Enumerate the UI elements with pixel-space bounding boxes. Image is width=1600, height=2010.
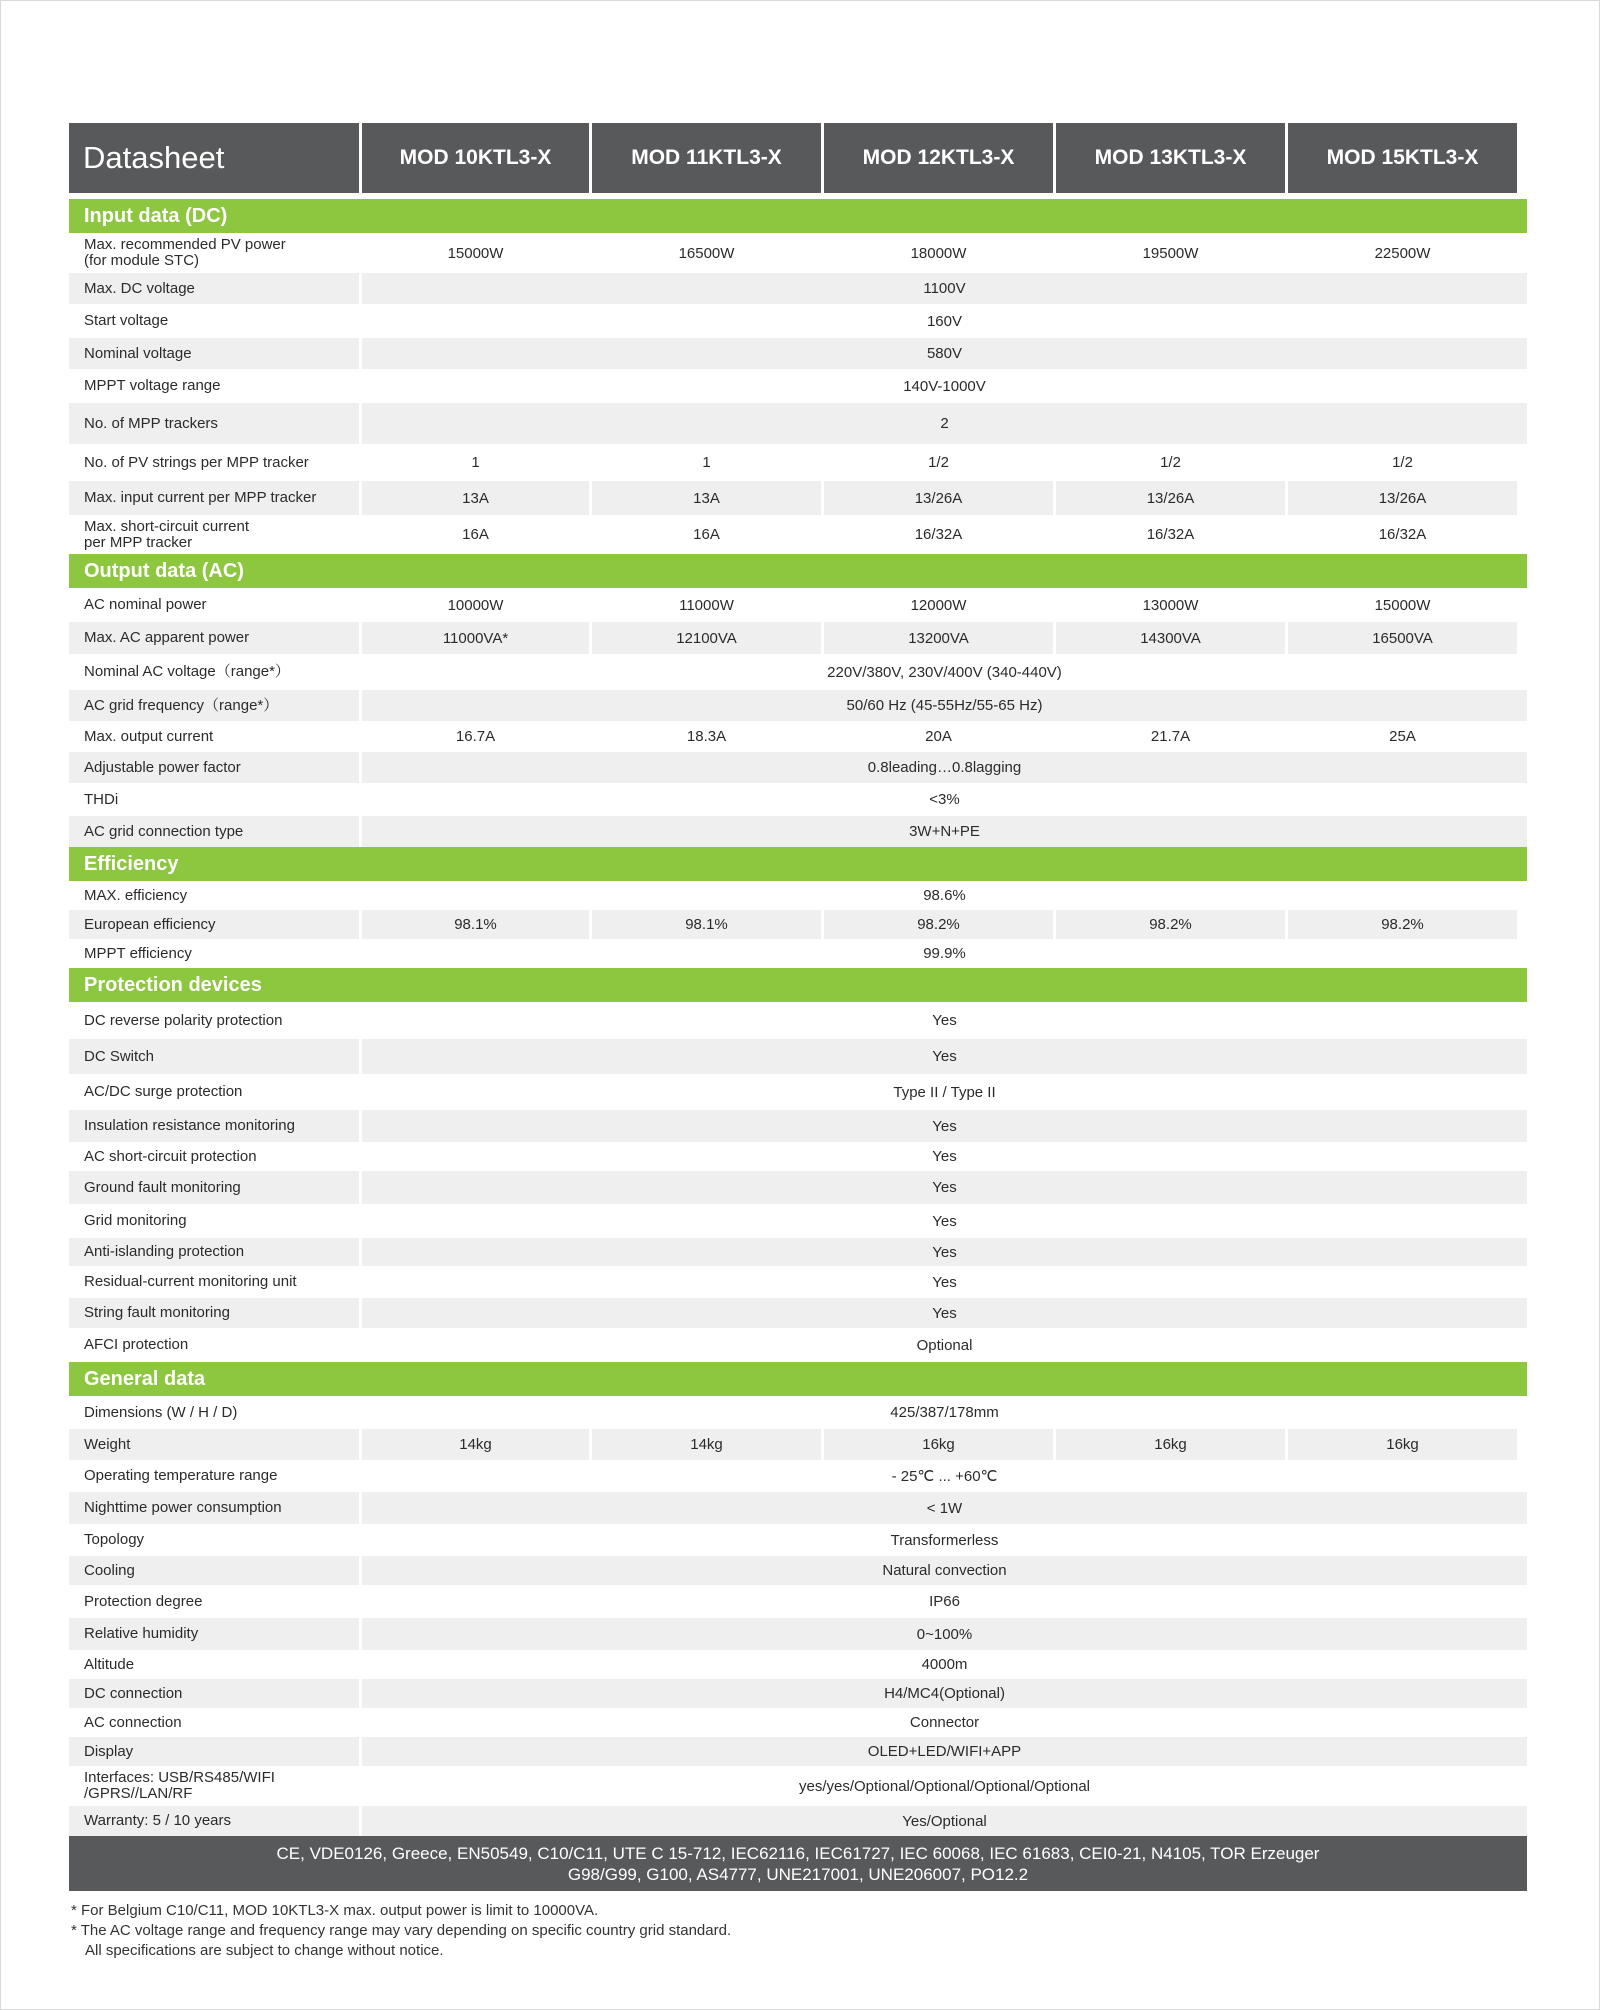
datasheet-title: Datasheet (69, 123, 359, 193)
row-label: Ground fault monitoring (69, 1171, 359, 1204)
section-header: Input data (DC) (69, 199, 1527, 233)
row-value: 0~100% (362, 1618, 1527, 1650)
row-value: 18.3A (686, 728, 727, 745)
table-row (69, 1142, 1527, 1171)
table-row (69, 1766, 1527, 1806)
row-value: 16500VA (1288, 622, 1517, 654)
row-value: 50/60 Hz (45-55Hz/55-65 Hz) (362, 690, 1527, 721)
section-header: General data (69, 1362, 1527, 1396)
table-row (69, 1298, 1527, 1328)
footnote-grid-range: * The AC voltage range and frequency range may vary depending on specific country grid standard. (71, 1922, 732, 1939)
row-label: Topology (84, 1531, 145, 1548)
row-label: MPPT efficiency (84, 944, 192, 962)
footnotes (69, 1901, 1527, 1961)
table-row (69, 910, 1527, 939)
table-row (69, 444, 1527, 481)
row-value: 19500W (1142, 244, 1199, 262)
row-value: 1/2 (1160, 454, 1181, 471)
row-label: AC connection (84, 1713, 182, 1731)
row-value: 13/26A (824, 481, 1053, 515)
row-label: String fault monitoring (69, 1298, 359, 1328)
row-label: AC/DC surge protection (84, 1083, 243, 1100)
row-value: 16A (693, 526, 720, 543)
row-value: 11000VA* (362, 622, 589, 654)
row-value: 20A (925, 728, 952, 745)
table-row (69, 1074, 1527, 1110)
row-label: MAX. efficiency (84, 886, 188, 904)
table-row (69, 1524, 1527, 1556)
row-value: 13/26A (1288, 481, 1517, 515)
row-value: 98.6% (923, 887, 966, 904)
row-value: 98.1% (362, 910, 589, 939)
row-value: 98.2% (1288, 910, 1517, 939)
row-value: 16/32A (1146, 526, 1195, 543)
table-row (69, 1806, 1527, 1836)
table-row (69, 1171, 1527, 1204)
table-row (69, 622, 1527, 654)
row-value: Transformerless (890, 1531, 999, 1549)
model-header-12k: MOD 12KTL3-X (824, 123, 1053, 193)
row-label: AC nominal power (84, 596, 207, 613)
row-value: Natural convection (362, 1556, 1527, 1585)
section-header: Efficiency (69, 847, 1527, 881)
row-label: THDi (84, 790, 119, 808)
table-header (69, 123, 1527, 193)
row-value: 16500W (678, 244, 735, 262)
row-value: 16kg (1056, 1429, 1285, 1460)
model-header-15k: MOD 15KTL3-X (1288, 123, 1517, 193)
row-label: Interfaces: USB/RS485/WIFI /GPRS//LAN/RF (84, 1769, 275, 1802)
row-value: 425/387/178mm (890, 1404, 999, 1421)
row-value: Connector (909, 1714, 980, 1731)
row-label: No. of MPP trackers (69, 403, 359, 444)
table-row (69, 588, 1527, 622)
table-row (69, 369, 1527, 403)
row-label: Nominal AC voltage（range*） (84, 663, 290, 680)
row-value: 21.7A (1150, 728, 1191, 745)
footnote-disclaimer: All specifications are subject to change without notice. (85, 1942, 444, 1959)
table-row (69, 403, 1527, 444)
row-value: 1 (471, 454, 480, 471)
row-value: 1/2 (1392, 454, 1413, 471)
table-row (69, 1492, 1527, 1524)
table-row (69, 654, 1527, 690)
row-value: 13A (362, 481, 589, 515)
table-row (69, 939, 1527, 968)
table-row (69, 1679, 1527, 1708)
row-value: Yes (932, 1273, 957, 1291)
row-value: 10000W (447, 596, 504, 614)
row-value: 220V/380V, 230V/400V (340-440V) (827, 663, 1062, 681)
row-value: 13/26A (1056, 481, 1285, 515)
datasheet-table (69, 123, 1527, 1961)
row-value: 12100VA (592, 622, 821, 654)
table-row (69, 233, 1527, 273)
row-value: 14300VA (1056, 622, 1285, 654)
row-value: 98.1% (592, 910, 821, 939)
row-value: Yes (362, 1238, 1527, 1266)
table-row (69, 1460, 1527, 1492)
row-value: <3% (929, 791, 960, 808)
footnote-belgium: * For Belgium C10/C11, MOD 10KTL3-X max. output power is limit to 10000VA. (71, 1902, 599, 1919)
table-row (69, 1238, 1527, 1266)
row-label: AC short-circuit protection (84, 1147, 257, 1165)
row-label: Residual-current monitoring unit (84, 1273, 297, 1290)
row-value: 16kg (824, 1429, 1053, 1460)
row-value: 98.2% (824, 910, 1053, 939)
row-label: Nominal voltage (69, 338, 359, 369)
row-label: Weight (69, 1429, 359, 1460)
row-value: 11000W (679, 596, 734, 614)
row-label: Warranty: 5 / 10 years (69, 1806, 359, 1836)
row-value: Type II / Type II (893, 1083, 996, 1101)
row-value: Yes (362, 1039, 1527, 1074)
table-row (69, 690, 1527, 721)
table-row (69, 1110, 1527, 1142)
row-label: DC reverse polarity protection (84, 1011, 283, 1029)
row-label: Cooling (69, 1556, 359, 1585)
table-row (69, 1039, 1527, 1074)
row-value: Yes (362, 1171, 1527, 1204)
table-row (69, 752, 1527, 783)
model-header-13k: MOD 13KTL3-X (1056, 123, 1285, 193)
row-value: Yes (932, 1212, 957, 1230)
row-value: 580V (362, 338, 1527, 369)
row-value: - 25℃ ... +60℃ (891, 1468, 998, 1485)
row-label: European efficiency (69, 910, 359, 939)
row-value: 16A (462, 526, 489, 543)
table-row (69, 338, 1527, 369)
row-value: 14kg (592, 1429, 821, 1460)
row-label: Adjustable power factor (69, 752, 359, 783)
table-row (69, 1708, 1527, 1737)
row-value: 13000W (1142, 596, 1199, 614)
row-value: 16.7A (455, 728, 496, 745)
row-value: 98.2% (1056, 910, 1285, 939)
row-value: 13A (592, 481, 821, 515)
table-row (69, 515, 1527, 554)
table-row (69, 1328, 1527, 1362)
row-label: Max. short-circuit current per MPP tracker (84, 517, 250, 551)
row-value: IP66 (929, 1593, 960, 1610)
table-row (69, 1266, 1527, 1298)
row-value: 1/2 (928, 454, 949, 471)
certifications-line-1: CE, VDE0126, Greece, EN50549, C10/C11, UTE C 15-712, IEC62116, IEC61727, IEC 60068, IEC 61683, CEI0-21, N4105, TOR Erzeuger (276, 1844, 1320, 1863)
row-value: 2 (362, 403, 1527, 444)
row-label: Max. recommended PV power (for module STC) (84, 236, 286, 269)
table-row (69, 783, 1527, 816)
table-row (69, 273, 1527, 304)
row-value: 0.8leading…0.8lagging (362, 752, 1527, 783)
table-row (69, 1650, 1527, 1679)
row-value: Yes (362, 1110, 1527, 1142)
row-value: OLED+LED/WIFI+APP (362, 1737, 1527, 1766)
row-value: 18000W (910, 244, 967, 262)
row-label: AC grid connection type (69, 816, 359, 847)
row-label: Relative humidity (69, 1618, 359, 1650)
row-value: Optional (916, 1336, 973, 1354)
row-value: H4/MC4(Optional) (362, 1679, 1527, 1708)
row-value: 99.9% (923, 945, 966, 962)
row-label: AC grid frequency（range*） (69, 690, 359, 721)
table-row (69, 1002, 1527, 1039)
table-row (69, 481, 1527, 515)
row-label: No. of PV strings per MPP tracker (84, 453, 309, 471)
row-label: MPPT voltage range (84, 377, 221, 394)
row-value: 1 (702, 454, 711, 471)
row-label: Protection degree (84, 1592, 203, 1610)
model-header-10k: MOD 10KTL3-X (362, 123, 589, 193)
row-label: Insulation resistance monitoring (69, 1110, 359, 1142)
table-row (69, 1737, 1527, 1766)
row-label: Max. input current per MPP tracker (69, 481, 359, 515)
row-value: 16/32A (914, 526, 963, 543)
table-row (69, 1204, 1527, 1238)
row-value: 160V (926, 312, 963, 330)
row-value: 16/32A (1378, 526, 1427, 543)
row-value: 3W+N+PE (362, 816, 1527, 847)
row-label: AFCI protection (84, 1336, 189, 1353)
row-label: Start voltage (84, 312, 169, 329)
row-value: Yes (362, 1298, 1527, 1328)
row-value: Yes (932, 1148, 957, 1165)
table-row (69, 881, 1527, 910)
row-value: 15000W (1374, 596, 1431, 614)
row-value: 16kg (1288, 1429, 1517, 1460)
row-value: Yes (932, 1012, 957, 1029)
row-label: Altitude (84, 1655, 135, 1673)
row-label: Grid monitoring (84, 1212, 187, 1229)
row-value: 4000m (921, 1656, 968, 1673)
table-row (69, 816, 1527, 847)
table-row (69, 1556, 1527, 1585)
row-label: Display (69, 1737, 359, 1766)
row-label: DC connection (69, 1679, 359, 1708)
certifications-line-2: G98/G99, G100, AS4777, UNE217001, UNE206007, PO12.2 (567, 1865, 1029, 1884)
row-value: Yes/Optional (362, 1806, 1527, 1836)
row-label: DC Switch (69, 1039, 359, 1074)
section-header: Protection devices (69, 968, 1527, 1002)
row-value: 1100V (362, 273, 1527, 304)
table-row (69, 1396, 1527, 1429)
row-value: 140V-1000V (903, 377, 986, 395)
row-value: 14kg (362, 1429, 589, 1460)
certifications-bar (69, 1836, 1527, 1891)
table-row (69, 304, 1527, 338)
row-value: yes/yes/Optional/Optional/Optional/Optional (799, 1777, 1090, 1795)
table-row (69, 1618, 1527, 1650)
table-row (69, 1429, 1527, 1460)
section-header: Output data (AC) (69, 554, 1527, 588)
row-value: 13200VA (824, 622, 1053, 654)
row-label: Max. AC apparent power (69, 622, 359, 654)
model-header-11k: MOD 11KTL3-X (592, 123, 821, 193)
row-label: Anti-islanding protection (69, 1238, 359, 1266)
row-value: < 1W (362, 1492, 1527, 1524)
row-label: Dimensions (W / H / D) (84, 1403, 238, 1421)
table-row (69, 1585, 1527, 1618)
table-body (69, 199, 1527, 1836)
row-label: Max. DC voltage (69, 273, 359, 304)
table-row (69, 721, 1527, 752)
row-label: Max. output current (84, 727, 214, 745)
row-label: Operating temperature range (84, 1467, 278, 1484)
row-value: 22500W (1374, 244, 1431, 262)
row-value: 15000W (447, 244, 504, 262)
row-label: Nighttime power consumption (69, 1492, 359, 1524)
row-value: 12000W (910, 596, 967, 614)
row-value: 25A (1389, 728, 1416, 745)
